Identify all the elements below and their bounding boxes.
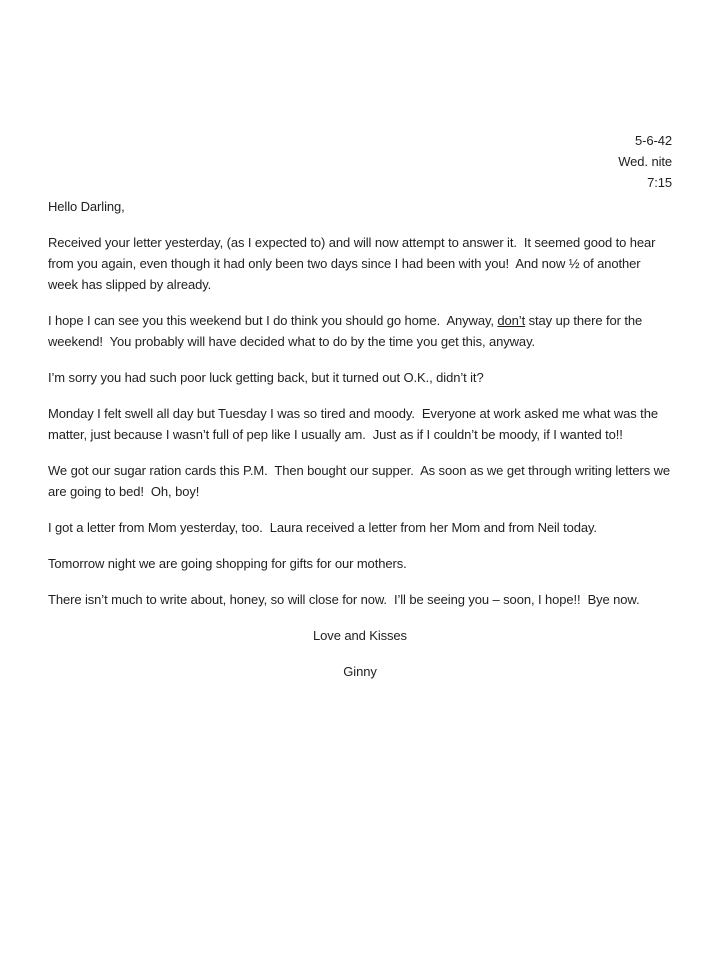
dateline-time: 7:15: [647, 175, 672, 190]
paragraph-5: We got our sugar ration cards this P.M. Then bought our supper. As soon as we get through writing letters we are going to bed! Oh, boy!: [48, 463, 674, 499]
dateline: [48, 130, 672, 193]
paragraph-2-underlined-word: don’t: [497, 313, 526, 328]
paragraph-1: Received your letter yesterday, (as I expected to) and will now attempt to answer it. It seemed good to hear from you again, even though it had only been two days since I had been with you! And now ½ of another week has slipped by already.: [48, 235, 659, 292]
dateline-date: 5-6-42: [635, 133, 672, 148]
paragraph-4: Monday I felt swell all day but Tuesday I was so tired and moody. Everyone at work asked me what was the matter, just because I wasn’t full of pep like I usually am. Just as if I couldn’t be moody, if I wanted to!!: [48, 406, 662, 442]
paragraph-7: Tomorrow night we are going shopping for gifts for our mothers.: [48, 556, 407, 571]
paragraph-2-text-after: stay up there for the weekend! You probably will have decided what to do by the time you get this, anyway.: [48, 313, 646, 349]
greeting: Hello Darling,: [48, 199, 125, 214]
paragraph-2-text-before: I hope I can see you this weekend but I do think you should go home. Anyway,: [48, 313, 498, 328]
closing: Love and Kisses: [313, 628, 407, 643]
paragraph-2: [48, 310, 672, 352]
paragraph-6: I got a letter from Mom yesterday, too. Laura received a letter from her Mom and from Neil today.: [48, 520, 597, 535]
dateline-day: Wed. nite: [618, 154, 672, 169]
paragraph-8: There isn’t much to write about, honey, so will close for now. I’ll be seeing you – soon, I hope!! Bye now.: [48, 592, 640, 607]
paragraph-3: I’m sorry you had such poor luck getting back, but it turned out O.K., didn’t it?: [48, 370, 484, 385]
signature: Ginny: [343, 664, 377, 679]
